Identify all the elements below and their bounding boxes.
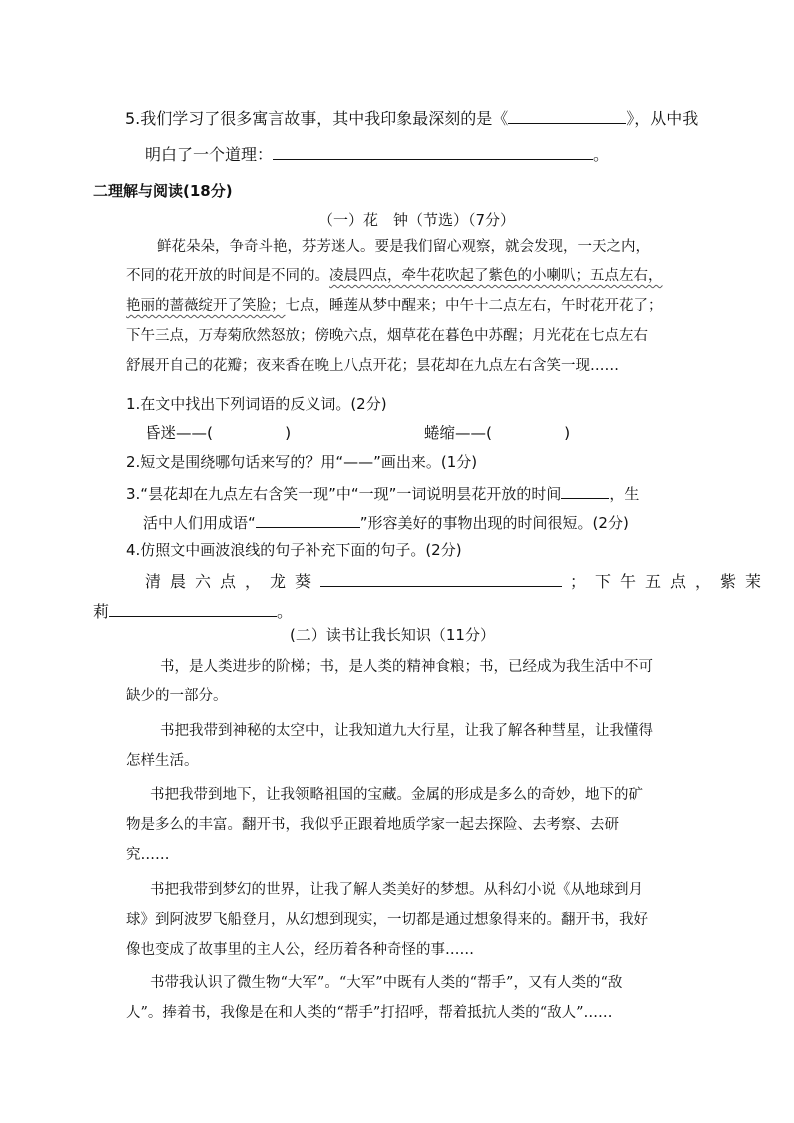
question-2: 2.短文是围绕哪句话来写的？用“——”画出来。(1分) (126, 453, 478, 471)
question-1: 1.在文中找出下列词语的反义词。(2分) (126, 395, 387, 413)
q5-text-a: 5.我们学习了很多寓言故事，其中我印象最深刻的是《 (125, 109, 509, 128)
passage1-line-3 (126, 296, 663, 316)
q3-text-b: ，生 (609, 485, 640, 503)
q4-text-b: ；下午五点，紫茉 (570, 572, 771, 591)
passage2-line-6: 物是多么的丰富。翻开书，我似乎正跟着地质学家一起去探险、去考察、去研 (126, 817, 619, 833)
q3-text-c: 活中人们用成语“ (143, 514, 256, 532)
passage2-line-2: 缺少的一部分。 (126, 688, 228, 704)
q5-text-b: 》，从中我 (626, 109, 699, 128)
wavy-sentence-2: 艳丽的蔷薇绽开了笑脸； (126, 298, 286, 314)
passage1-line-2 (126, 266, 663, 286)
passage2-line-9: 球》到阿波罗飞船登月，从幻想到现实，一切都是通过想象得来的。翻开书，我好 (126, 912, 648, 928)
q4-blank-1[interactable] (320, 570, 562, 587)
passage1-line-5: 舒展开自己的花瓣；夜来香在晚上八点开花；昙花却在九点左右含笑一现…… (126, 358, 619, 374)
section-heading: 二理解与阅读(18分) (93, 182, 233, 200)
passage2-line-10: 像也变成了故事里的主人公，经历着各种奇怪的事…… (126, 942, 474, 958)
q4-text-d: 。 (277, 602, 294, 621)
wavy-sentence-1: 凌晨四点，牵牛花吹起了紫色的小喇叭；五点左右， (329, 268, 663, 284)
question-4-line-1 (145, 570, 770, 592)
q1-close-a: ) (285, 424, 292, 442)
q5-line2 (145, 143, 609, 165)
passage1-title: （一）花 钟（节选）（7分） (318, 211, 516, 229)
passage2-line-7: 究…… (126, 847, 170, 863)
q3-text-a: 3.“昙花却在九点左右含笑一现”中“一现”一词说明昙花开放的时间 (126, 485, 562, 503)
q5-text-d: 。 (593, 145, 610, 164)
q1-word-b: 蜷缩——( (424, 424, 493, 442)
passage2-line-5: 书把我带到地下，让我领略祖国的宝藏。金属的形成是多么的奇妙，地下的矿 (150, 787, 643, 803)
question-3-line-2 (143, 511, 629, 533)
passage2-line-4: 怎样生活。 (126, 753, 199, 769)
passage1-line-3b: 七点，睡莲从梦中醒来；中午十二点左右，午时花开花了； (285, 298, 663, 314)
q3-blank-1[interactable] (561, 482, 609, 499)
passage2-line-11: 书带我认识了微生物“大军”。“大军”中既有人类的“帮手”，又有人类的“敌 (150, 975, 623, 991)
passage2-line-12: 人”。捧着书，我像是在和人类的“帮手”打招呼，帮着抵抗人类的“敌人”…… (126, 1005, 613, 1021)
q4-text-a: 清晨六点，龙葵 (145, 572, 321, 591)
passage2-line-1: 书，是人类进步的阶梯；书，是人类的精神食粮；书，已经成为我生活中不可 (160, 659, 653, 675)
q5-blank-2[interactable] (273, 143, 593, 160)
q3-text-d: ”形容美好的事物出现的时间很短。(2分) (359, 514, 629, 532)
q4-blank-2[interactable] (109, 600, 277, 617)
q1-answer-b (424, 423, 570, 443)
q5-line1 (125, 107, 698, 129)
q5-text-c: 明白了一个道理： (145, 145, 274, 164)
q5-blank-1[interactable] (508, 107, 626, 124)
q1-answer-a (145, 423, 291, 443)
passage1-line-2a: 不同的花开放的时间是不同的。 (126, 268, 329, 284)
passage2-title: (二）读书让我长知识（11分） (290, 626, 495, 644)
q4-text-c: 莉 (93, 602, 110, 621)
q1-close-b: ) (564, 424, 571, 442)
question-4-line-2 (93, 600, 293, 622)
question-3-line-1 (126, 482, 639, 504)
passage2-line-8: 书把我带到梦幻的世界，让我了解人类美好的梦想。从科幻小说《从地球到月 (150, 882, 643, 898)
q3-blank-2[interactable] (256, 511, 360, 528)
passage1-line-1: 鲜花朵朵，争奇斗艳，芬芳迷人。要是我们留心观察，就会发现，一天之内， (157, 239, 650, 255)
question-4: 4.仿照文中画波浪线的句子补充下面的句子。(2分) (126, 541, 462, 559)
passage1-line-4: 下午三点，万寿菊欣然怒放；傍晚六点，烟草花在暮色中苏醒；月光花在七点左右 (126, 328, 648, 344)
q1-word-a: 昏迷——( (145, 424, 214, 442)
passage2-line-3: 书把我带到神秘的太空中，让我知道九大行星，让我了解各种彗星，让我懂得 (160, 723, 653, 739)
